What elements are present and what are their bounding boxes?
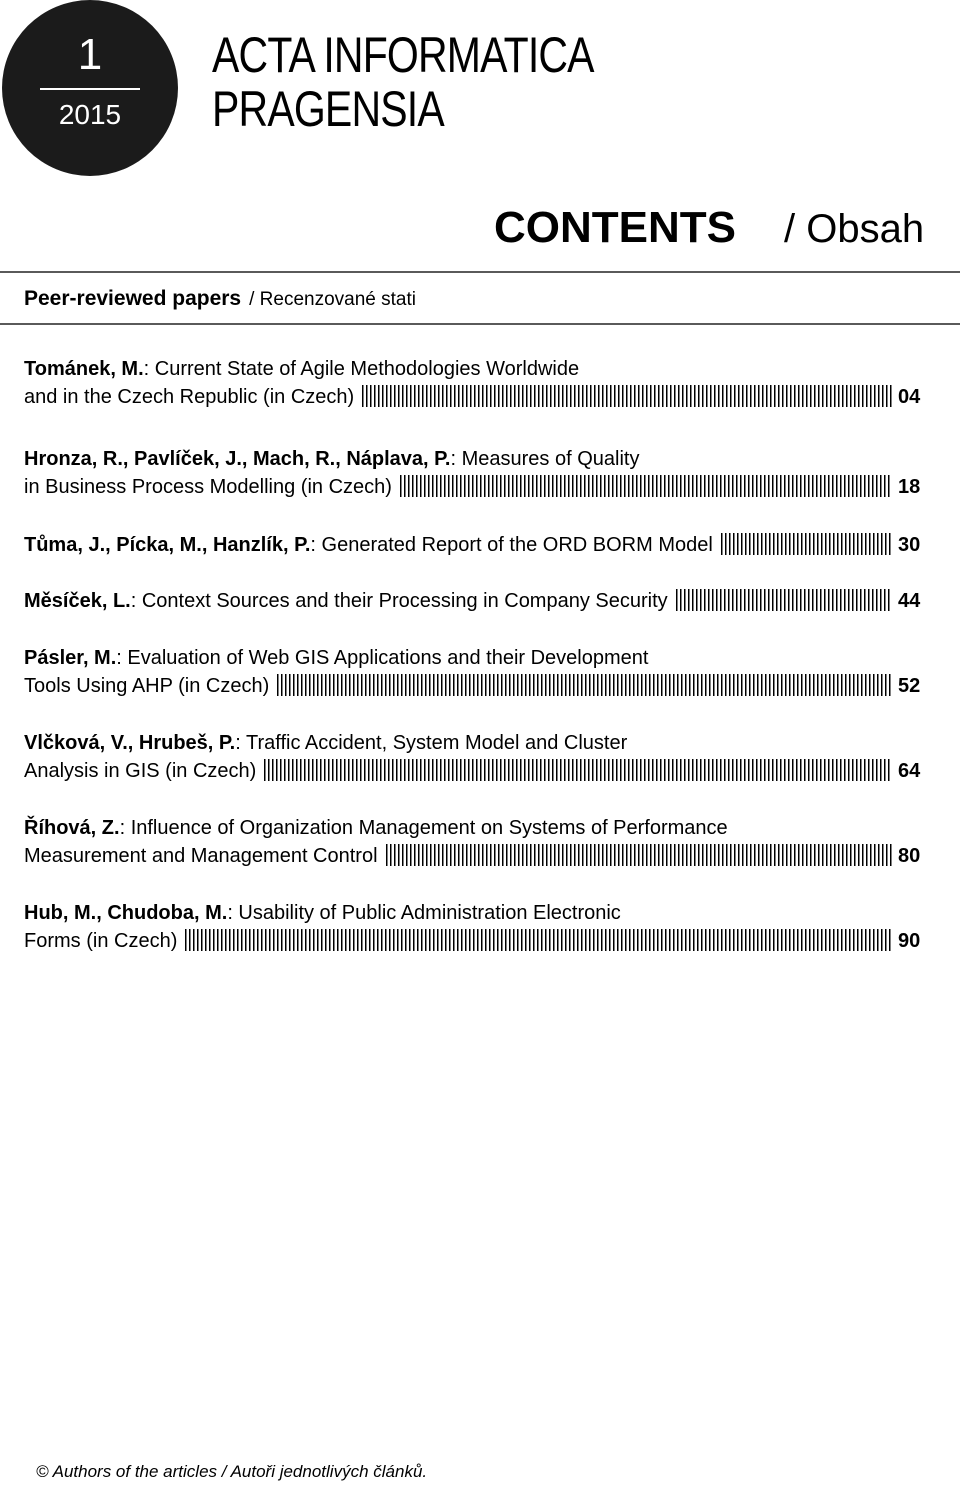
journal-title-line1: ACTA INFORMATICA [212, 27, 594, 83]
leader-bars [264, 759, 892, 781]
entry-authors: Říhová, Z. [24, 817, 120, 839]
leader-bars [277, 674, 892, 696]
entry-title: : Influence of Organization Management on Systems of Performance [119, 817, 728, 839]
entry-authors: Hronza, R., Pavlíček, J., Mach, R., Náplava, P. [24, 448, 451, 470]
journal-title [212, 28, 594, 136]
entry-page: 80 [898, 845, 921, 867]
toc-entry[interactable] [24, 587, 924, 615]
issue-badge [2, 0, 178, 176]
toc-entry[interactable] [24, 531, 924, 559]
section-subtitle: / Recenzované stati [249, 289, 416, 310]
entry-title-cont: and in the Czech Republic (in Czech) [24, 386, 355, 408]
divider-top [0, 271, 960, 273]
journal-title-line2: PRAGENSIA [212, 81, 444, 137]
contents-title: CONTENTS [494, 203, 736, 252]
entry-page: 90 [898, 930, 921, 952]
entry-authors: Pásler, M. [24, 647, 117, 669]
entry-authors: Tománek, M. [24, 358, 144, 380]
issue-year: 2015 [58, 99, 122, 130]
entry-title-cont: Measurement and Management Control [24, 845, 378, 867]
entry-title-cont: Analysis in GIS (in Czech) [24, 760, 257, 782]
divider-section [0, 323, 960, 325]
entry-page: 04 [898, 386, 921, 408]
contents-subtitle: / Obsah [784, 207, 925, 251]
entry-title: : Usability of Public Administration Electronic [227, 902, 621, 924]
toc-entry[interactable] [24, 355, 924, 411]
contents-heading [494, 201, 924, 256]
section-heading [24, 287, 416, 311]
leader-bars [676, 589, 892, 611]
entry-title: : Measures of Quality [450, 448, 640, 470]
entry-page: 52 [898, 675, 921, 697]
leader-bars [721, 533, 892, 555]
entry-authors: Měsíček, L. [24, 590, 131, 612]
entry-page: 30 [898, 534, 921, 556]
entry-title-cont: Forms (in Czech) [24, 930, 178, 952]
entry-title-cont: Tools Using AHP (in Czech) [24, 675, 270, 697]
entry-title: : Context Sources and their Processing in Company Security [130, 590, 668, 612]
toc-entry[interactable] [24, 644, 924, 700]
entry-authors: Tůma, J., Pícka, M., Hanzlík, P. [24, 534, 311, 556]
issue-number: 1 [77, 30, 103, 79]
leader-bars [386, 844, 892, 866]
leader-bars [400, 475, 892, 497]
entry-title: : Evaluation of Web GIS Applications and their Development [116, 647, 649, 669]
entry-title: : Traffic Accident, System Model and Cluster [235, 732, 628, 754]
entry-authors: Hub, M., Chudoba, M. [24, 902, 228, 924]
entry-page: 64 [898, 760, 921, 782]
toc-entry[interactable] [24, 814, 924, 870]
entry-page: 44 [898, 590, 921, 612]
copyright-footer: © Authors of the articles / Autoři jednotlivých článků. [36, 1462, 428, 1481]
toc-entry[interactable] [24, 899, 924, 955]
section-title: Peer-reviewed papers [24, 287, 242, 310]
badge-divider [40, 88, 140, 90]
toc-entry[interactable] [24, 729, 924, 785]
entry-page: 18 [898, 476, 921, 498]
entry-title-cont: in Business Process Modelling (in Czech) [24, 476, 392, 498]
entry-title: : Current State of Agile Methodologies Worldwide [143, 358, 580, 380]
leader-bars [362, 385, 892, 407]
entry-title: : Generated Report of the ORD BORM Model [310, 534, 713, 556]
leader-bars [185, 929, 892, 951]
entry-authors: Vlčková, V., Hrubeš, P. [24, 732, 236, 754]
toc-entry[interactable] [24, 445, 924, 501]
